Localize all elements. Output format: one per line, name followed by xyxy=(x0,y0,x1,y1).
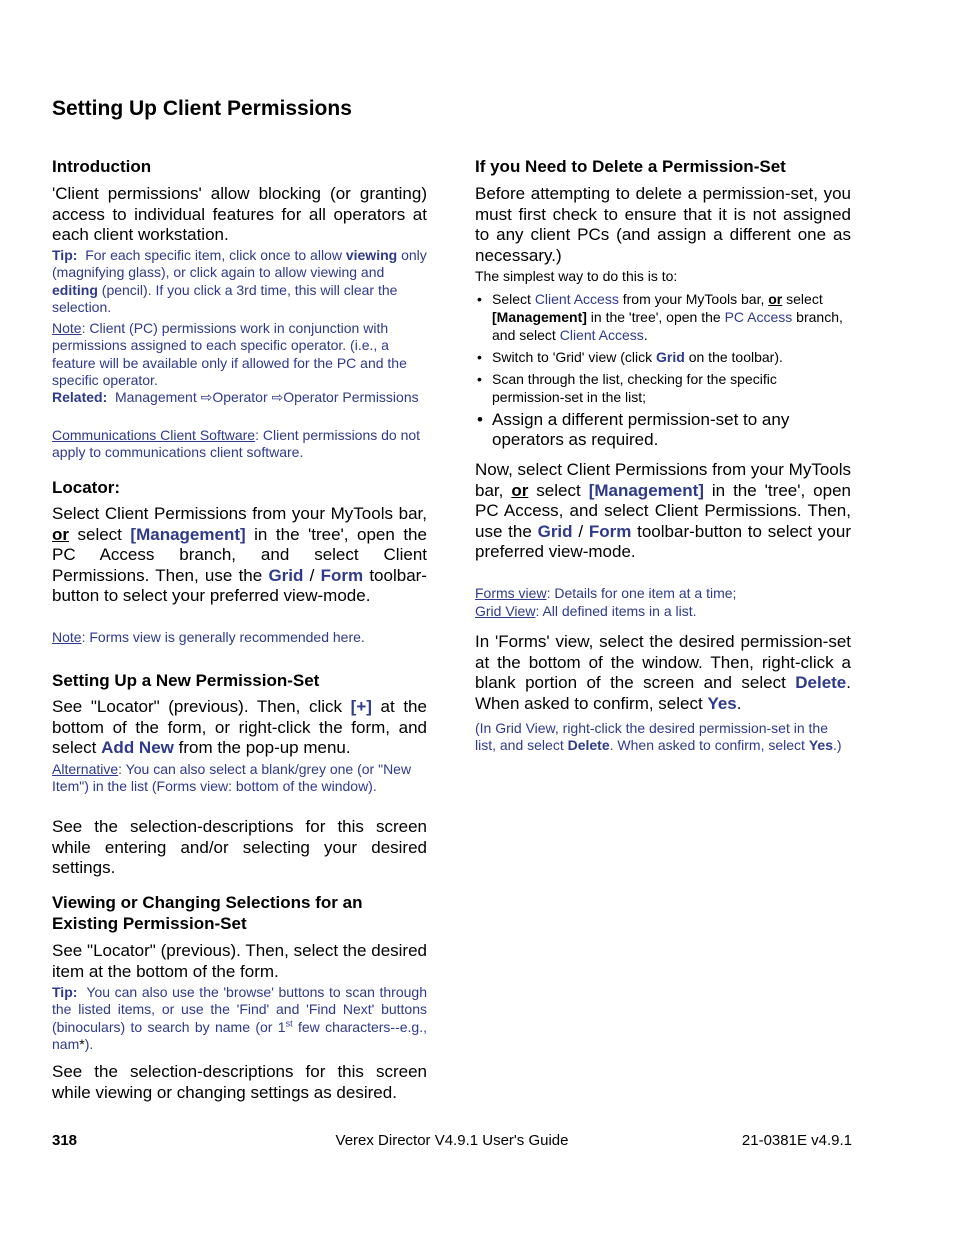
text: at the bottom of the form, or right-click the form, and select xyxy=(52,697,427,758)
new-set-alternative xyxy=(52,761,427,796)
forms-view-link[interactable]: Forms view xyxy=(475,585,547,601)
grid-view-note xyxy=(475,603,851,620)
management-link[interactable]: [Management] xyxy=(588,480,704,500)
intro-comm xyxy=(52,427,427,462)
intro-paragraph: 'Client permissions' allow blocking (or granting) access to individual features for all operators at each client workstation. xyxy=(52,184,427,245)
text: from your MyTools bar, xyxy=(622,291,765,307)
add-new-ref[interactable]: Add New xyxy=(101,738,174,758)
new-set-paragraph-2: See the selection-descriptions for this screen while entering and/or selecting your desired settings. xyxy=(52,817,427,878)
grid-button-ref[interactable]: Grid xyxy=(656,349,685,365)
client-access-link[interactable]: Client Access xyxy=(559,327,644,343)
text: . When asked to confirm, select xyxy=(609,737,805,754)
list-item xyxy=(475,370,851,406)
note-link[interactable]: Note xyxy=(52,320,82,336)
note-link[interactable]: Note xyxy=(52,629,82,645)
text: from the pop-up menu. xyxy=(178,738,351,758)
locator-paragraph xyxy=(52,504,427,607)
text: / xyxy=(309,565,315,585)
forms-view-text: : Details for one item at a time; xyxy=(546,585,737,601)
yes-ref[interactable]: Yes xyxy=(707,693,737,713)
list-item xyxy=(475,348,851,366)
pc-access-link[interactable]: PC Access xyxy=(724,309,793,325)
text: . xyxy=(736,693,742,713)
comm-client-link[interactable]: Communications Client Software xyxy=(52,427,256,443)
page-title: Setting Up Client Permissions xyxy=(52,97,352,120)
intro-related xyxy=(52,389,427,406)
alternative-link[interactable]: Alternative xyxy=(52,761,119,777)
text: select xyxy=(786,291,823,307)
form-button-ref[interactable]: Form xyxy=(320,565,364,585)
tip-star: * xyxy=(79,1036,85,1053)
list-item xyxy=(475,290,851,344)
new-set-paragraph xyxy=(52,697,427,759)
tip-label: Tip: xyxy=(52,247,78,263)
text: branch, and select xyxy=(492,309,843,343)
page-number: 318 xyxy=(52,1132,78,1149)
simplest-text: The simplest way to do this is to: xyxy=(475,268,678,284)
delete-steps-list xyxy=(475,290,851,450)
or-text: or xyxy=(52,524,69,544)
plus-button-ref[interactable]: [+] xyxy=(350,697,372,716)
comm-text: : Client permissions do not apply to communications client software. xyxy=(52,427,421,461)
guide-title: Verex Director V4.9.1 User's Guide xyxy=(335,1132,569,1149)
tip-text: ). xyxy=(84,1036,94,1053)
heading-existing-permission-set: Viewing or Changing Selections for an Existing Permission-Set xyxy=(52,893,363,933)
tip-text: For each specific item, click once to allow xyxy=(85,247,342,263)
text: in the 'tree', open the xyxy=(590,309,721,325)
arrow-right-icon: ⇨ xyxy=(271,389,284,405)
text: select xyxy=(536,480,581,500)
delete-grid-note xyxy=(475,720,851,755)
heading-locator: Locator: xyxy=(52,478,120,497)
text: toolbar-button to select your preferred view-mode. xyxy=(52,565,427,606)
heading-delete-permission-set: If you Need to Delete a Permission-Set xyxy=(475,157,786,176)
text: See "Locator" (previous). Then, click xyxy=(52,697,343,716)
text: . xyxy=(643,327,648,343)
text: Scan through the list, checking for the specific permission-set in the list; xyxy=(492,371,777,405)
text: toolbar-button to select your preferred view-mode. xyxy=(475,521,851,562)
text: Assign a different permission-set to any operators as required. xyxy=(492,410,790,449)
client-access-link[interactable]: Client Access xyxy=(534,291,619,307)
related-operator-permissions[interactable]: Operator Permissions xyxy=(283,389,419,405)
existing-tip xyxy=(52,984,427,1054)
tip-text: only (magnifying glass), or click again to allow viewing and xyxy=(52,247,427,281)
list-item xyxy=(475,410,851,450)
text: in the 'tree', open PC Access, and select Client Permissions. Then, use the xyxy=(475,480,851,541)
text: Switch to 'Grid' view (click xyxy=(492,349,653,365)
grid-button-ref[interactable]: Grid xyxy=(268,565,304,585)
locator-note xyxy=(52,629,427,646)
form-button-ref[interactable]: Form xyxy=(588,521,632,541)
forms-view-note xyxy=(475,585,851,602)
alternative-text: : You can also select a blank/grey one (or "New Item") in the list (Forms view: bottom of the window). xyxy=(52,761,412,795)
or-text: or xyxy=(511,480,529,500)
grid-view-link[interactable]: Grid View xyxy=(475,603,536,619)
related-operator[interactable]: Operator xyxy=(212,389,268,405)
text: / xyxy=(578,521,584,541)
tip-text: few characters--e.g., nam xyxy=(52,1018,428,1053)
text: Select xyxy=(492,291,531,307)
tip-sup: st xyxy=(285,1018,293,1029)
text: Now, select Client Permissions from your MyTools bar, xyxy=(475,460,852,500)
heading-new-permission-set: Setting Up a New Permission-Set xyxy=(52,671,320,690)
intro-tip xyxy=(52,247,427,317)
tip-label: Tip: xyxy=(52,984,78,1000)
tip-editing: editing xyxy=(52,281,98,298)
arrow-right-icon: ⇨ xyxy=(200,389,213,405)
text: in the 'tree', open the PC Access branch, and select Client Permissions. Then, use the xyxy=(52,524,427,585)
existing-paragraph: See "Locator" (previous). Then, select the desired item at the bottom of the form. xyxy=(52,941,427,981)
text: . When asked to confirm, select xyxy=(475,673,851,713)
management-link[interactable]: [Management] xyxy=(130,524,246,544)
text: on the toolbar). xyxy=(688,349,783,365)
related-management[interactable]: Management xyxy=(115,389,197,405)
note-text: : Client (PC) permissions work in conjunction with permissions assigned to each specific operator. (i.e., a feature will be available only if allowed for the PC and the specific operator. xyxy=(52,320,407,389)
delete-paragraph-2 xyxy=(475,460,851,563)
delete-paragraph: Before attempting to delete a permission-set, you must first check to ensure that it is not assigned to any client PCs (and assign a different one as necessary.) xyxy=(475,184,851,265)
tip-text: (pencil). If you click a 3rd time, this will clear the selection. xyxy=(52,281,398,316)
management-link[interactable]: [Management] xyxy=(492,309,587,325)
existing-paragraph-2: See the selection-descriptions for this screen while viewing or changing settings as desired. xyxy=(52,1062,427,1102)
text: In 'Forms' view, select the desired permission-set at the bottom of the window. Then, right-click a blank portion of the screen and select xyxy=(475,632,851,693)
yes-ref[interactable]: Yes xyxy=(808,737,833,754)
or-text: or xyxy=(768,291,783,307)
note-text: : Forms view is generally recommended here. xyxy=(81,629,365,645)
text: Select Client Permissions from your MyTools bar, xyxy=(52,504,427,523)
grid-button-ref[interactable]: Grid xyxy=(537,521,573,541)
heading-introduction: Introduction xyxy=(52,157,152,176)
document-number: 21-0381E v4.9.1 xyxy=(741,1132,852,1149)
related-label: Related: xyxy=(52,389,108,405)
delete-ref[interactable]: Delete xyxy=(795,673,847,693)
tip-viewing: viewing xyxy=(345,247,398,263)
page-footer xyxy=(52,1132,852,1152)
text: select xyxy=(77,524,122,544)
tip-text: You can also use the 'browse' buttons to scan through the listed items, or use the 'Find' and 'Find Next' buttons (binoculars) to search by name (or 1 xyxy=(52,984,427,1035)
text: (In Grid View, right-click the desired permission-set in the list, and select xyxy=(475,720,828,754)
text: .) xyxy=(832,737,842,754)
delete-ref[interactable]: Delete xyxy=(567,737,610,754)
delete-paragraph-3 xyxy=(475,632,851,714)
intro-note xyxy=(52,320,427,390)
grid-view-text: : All defined items in a list. xyxy=(535,603,697,619)
